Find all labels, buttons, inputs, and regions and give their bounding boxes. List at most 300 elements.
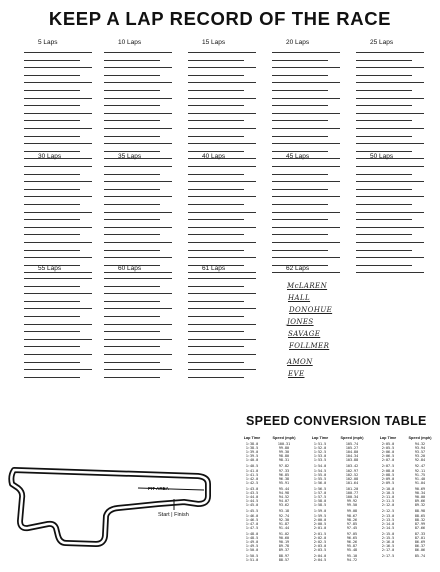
record-line[interactable] <box>356 219 412 220</box>
lap-block <box>356 152 424 280</box>
record-line[interactable] <box>272 242 340 243</box>
speed-cell: 98.26 <box>346 517 358 522</box>
record-line[interactable] <box>24 219 80 220</box>
record-line[interactable] <box>104 189 160 190</box>
table-row <box>236 526 300 530</box>
speed-cell: 97.82 <box>278 464 290 469</box>
lap-time-cell: 2:14.0 <box>381 521 395 526</box>
lap-time-cell: 1:50.0 <box>245 548 259 553</box>
record-line[interactable] <box>356 265 412 266</box>
lap-block <box>24 264 92 384</box>
record-line[interactable] <box>188 90 244 91</box>
speed-cell: 96.85 <box>278 472 290 477</box>
conversion-table-title: SPEED CONVERSION TABLE <box>246 414 427 428</box>
lap-time-cell: 1:58.5 <box>313 503 327 508</box>
lap-time-cell: 1:47.5 <box>245 525 259 530</box>
record-line[interactable] <box>272 60 328 61</box>
speed-cell: 97.33 <box>278 468 290 473</box>
speed-cell: 95.91 <box>278 480 290 485</box>
record-line[interactable] <box>188 234 244 235</box>
record-line[interactable] <box>356 90 412 91</box>
start-finish-label: Start | Finish <box>158 512 189 518</box>
record-line[interactable] <box>104 250 160 251</box>
speed-cell: 87.01 <box>414 535 426 540</box>
record-line[interactable] <box>24 60 80 61</box>
record-line[interactable] <box>272 257 340 258</box>
lap-time-header: Lap Time <box>311 436 329 440</box>
speed-cell: 94.32 <box>414 442 426 446</box>
record-line[interactable] <box>356 113 424 114</box>
record-line[interactable] <box>104 120 160 121</box>
lap-time-cell: 1:43.5 <box>245 491 259 496</box>
record-line[interactable] <box>272 234 328 235</box>
record-line[interactable] <box>188 128 256 129</box>
record-line[interactable] <box>188 212 256 213</box>
lap-block <box>188 152 256 280</box>
record-line[interactable] <box>24 346 80 347</box>
lap-block <box>356 38 424 166</box>
record-line[interactable] <box>272 90 328 91</box>
record-line[interactable] <box>356 136 412 137</box>
record-line[interactable] <box>24 90 80 91</box>
speed-cell: 93.20 <box>414 454 426 459</box>
record-line[interactable] <box>356 250 412 251</box>
lap-time-cell: 1:53.5 <box>313 458 327 463</box>
handwritten-name: FOLLMER <box>289 342 330 350</box>
lap-time-cell: 2:14.5 <box>381 525 395 530</box>
record-line[interactable] <box>104 278 172 279</box>
lap-time-cell: 1:57.5 <box>313 495 327 500</box>
record-line[interactable] <box>272 189 328 190</box>
record-line[interactable] <box>188 250 244 251</box>
table-row <box>304 458 368 462</box>
record-line[interactable] <box>188 219 244 220</box>
record-line[interactable] <box>24 354 92 355</box>
record-line[interactable] <box>356 128 424 129</box>
speed-cell: 94.98 <box>278 491 290 496</box>
record-line[interactable] <box>188 339 256 340</box>
speed-cell: 98.80 <box>278 454 290 459</box>
record-line[interactable] <box>272 82 340 83</box>
record-line[interactable] <box>24 234 80 235</box>
record-line[interactable] <box>104 67 172 68</box>
lap-time-cell: 2:05.5 <box>381 446 395 451</box>
record-line[interactable] <box>24 212 92 213</box>
speed-cell: 91.02 <box>278 531 290 536</box>
handwritten-name: SAVAGE <box>288 330 321 338</box>
record-line[interactable] <box>24 369 92 370</box>
record-line[interactable] <box>104 346 160 347</box>
record-line[interactable] <box>188 316 244 317</box>
lap-time-cell: 1:57.0 <box>313 491 327 496</box>
record-line[interactable] <box>272 98 340 99</box>
speed-cell: 92.30 <box>278 517 290 522</box>
lap-time-cell: 2:09.0 <box>381 476 395 481</box>
record-line[interactable] <box>188 120 244 121</box>
record-line[interactable] <box>104 301 160 302</box>
speed-cell: 104.34 <box>345 454 359 459</box>
speed-cell: 86.06 <box>414 548 426 553</box>
handwritten-name: AMON <box>287 358 313 366</box>
record-line[interactable] <box>356 52 424 53</box>
record-line[interactable] <box>188 82 256 83</box>
table-row <box>304 558 368 562</box>
speed-cell: 93.62 <box>278 503 290 508</box>
lap-time-cell: 2:07.0 <box>381 458 395 463</box>
record-line[interactable] <box>104 369 172 370</box>
table-row <box>372 526 436 530</box>
record-line[interactable] <box>24 105 80 106</box>
record-line[interactable] <box>356 204 412 205</box>
lap-block-label: 62 Laps <box>286 265 310 272</box>
record-line[interactable] <box>188 242 256 243</box>
record-line[interactable] <box>24 98 92 99</box>
record-line[interactable] <box>188 354 256 355</box>
lap-block-label: 20 Laps <box>286 39 310 46</box>
record-line[interactable] <box>188 67 256 68</box>
lap-time-cell: 2:12.0 <box>381 503 395 508</box>
speed-cell: 96.26 <box>346 540 358 545</box>
lap-time-cell: 2:03.5 <box>313 548 327 553</box>
record-line[interactable] <box>272 136 328 137</box>
record-line[interactable] <box>356 60 412 61</box>
record-line[interactable] <box>188 362 244 363</box>
record-line[interactable] <box>24 250 80 251</box>
lap-time-cell: 2:03.0 <box>313 544 327 549</box>
record-line[interactable] <box>356 272 424 273</box>
lap-time-cell: 1:47.0 <box>245 521 259 526</box>
speed-cell: 103.42 <box>345 464 359 469</box>
record-line[interactable] <box>24 257 92 258</box>
record-line[interactable] <box>356 181 424 182</box>
speed-cell: 87.66 <box>414 525 426 530</box>
lap-time-cell: 2:08.5 <box>381 472 395 477</box>
speed-cell: 100.34 <box>345 495 359 500</box>
record-line[interactable] <box>24 242 92 243</box>
speed-cell: 92.47 <box>414 464 426 469</box>
record-line[interactable] <box>356 257 424 258</box>
record-line[interactable] <box>188 204 244 205</box>
speed-cell: 88.98 <box>414 509 426 514</box>
record-line[interactable] <box>104 377 160 378</box>
speed-cell: 91.40 <box>414 476 426 481</box>
lap-time-cell: 1:54.0 <box>313 464 327 469</box>
record-line[interactable] <box>188 52 256 53</box>
record-line[interactable] <box>24 227 92 228</box>
record-line[interactable] <box>188 308 256 309</box>
record-line[interactable] <box>272 105 328 106</box>
table-row <box>372 458 436 462</box>
record-line[interactable] <box>272 166 340 167</box>
record-line[interactable] <box>356 212 424 213</box>
record-line[interactable] <box>104 286 160 287</box>
record-line[interactable] <box>188 143 256 144</box>
record-line[interactable] <box>188 189 244 190</box>
speed-cell: 97.45 <box>346 525 358 530</box>
pit-area-label: PIT AREA <box>148 486 169 491</box>
record-line[interactable] <box>24 204 80 205</box>
speed-cell: 87.33 <box>414 531 426 536</box>
lap-block <box>188 264 256 384</box>
record-line[interactable] <box>356 234 412 235</box>
record-line[interactable] <box>104 60 160 61</box>
record-line[interactable] <box>24 324 92 325</box>
record-line[interactable] <box>104 136 160 137</box>
record-line[interactable] <box>24 136 80 137</box>
lap-time-cell: 1:41.5 <box>245 472 259 477</box>
speed-conversion-table <box>236 436 434 568</box>
record-line[interactable] <box>356 143 424 144</box>
record-line[interactable] <box>272 250 328 251</box>
speed-cell: 102.08 <box>345 476 359 481</box>
record-line[interactable] <box>24 293 92 294</box>
record-line[interactable] <box>104 219 160 220</box>
table-row <box>304 503 368 507</box>
record-line[interactable] <box>272 212 340 213</box>
record-line[interactable] <box>356 174 412 175</box>
record-line[interactable] <box>24 308 92 309</box>
record-line[interactable] <box>188 60 244 61</box>
record-line[interactable] <box>272 52 340 53</box>
record-line[interactable] <box>104 293 172 294</box>
lap-time-cell: 1:51.0 <box>245 558 259 563</box>
lap-time-cell: 2:01.5 <box>313 531 327 536</box>
speed-cell: 94.07 <box>278 499 290 504</box>
record-line[interactable] <box>104 234 160 235</box>
record-line[interactable] <box>24 339 92 340</box>
record-line[interactable] <box>188 293 256 294</box>
lap-time-cell: 1:48.0 <box>245 531 259 536</box>
record-line[interactable] <box>104 128 172 129</box>
record-line[interactable] <box>272 67 340 68</box>
record-line[interactable] <box>104 331 160 332</box>
record-line[interactable] <box>272 181 340 182</box>
speed-cell: 100.77 <box>345 491 359 496</box>
table-row <box>372 554 436 558</box>
speed-cell: 94.52 <box>278 495 290 500</box>
record-line[interactable] <box>272 204 328 205</box>
record-line[interactable] <box>104 324 172 325</box>
lap-time-cell: 2:10.5 <box>381 491 395 496</box>
speed-cell: 85.74 <box>414 554 426 559</box>
record-line[interactable] <box>104 75 160 76</box>
record-line[interactable] <box>356 98 424 99</box>
record-line[interactable] <box>24 166 92 167</box>
table-row <box>236 481 300 485</box>
lap-time-cell: 1:38.5 <box>245 446 259 451</box>
record-line[interactable] <box>24 120 80 121</box>
lap-block-label: 45 Laps <box>286 153 310 160</box>
record-line[interactable] <box>104 174 160 175</box>
record-line[interactable] <box>24 301 80 302</box>
record-line[interactable] <box>104 166 172 167</box>
lap-time-cell: 1:49.5 <box>245 544 259 549</box>
lap-block <box>272 38 340 166</box>
record-line[interactable] <box>188 113 256 114</box>
record-line[interactable] <box>188 346 244 347</box>
lap-time-cell: 1:59.5 <box>313 513 327 518</box>
record-line[interactable] <box>188 257 256 258</box>
record-line[interactable] <box>356 166 424 167</box>
record-line[interactable] <box>24 181 92 182</box>
record-line[interactable] <box>272 174 328 175</box>
record-line[interactable] <box>272 128 340 129</box>
speed-cell: 92.84 <box>414 458 426 463</box>
record-line[interactable] <box>188 278 256 279</box>
record-line[interactable] <box>104 98 172 99</box>
record-line[interactable] <box>24 196 92 197</box>
speed-cell: 86.37 <box>414 544 426 549</box>
lap-block <box>104 264 172 384</box>
record-line[interactable] <box>24 278 92 279</box>
record-line[interactable] <box>104 204 160 205</box>
speed-cell: 99.30 <box>278 450 290 455</box>
record-line[interactable] <box>188 196 256 197</box>
record-line[interactable] <box>104 308 172 309</box>
record-line[interactable] <box>24 75 80 76</box>
lap-block <box>188 38 256 166</box>
record-line[interactable] <box>272 113 340 114</box>
record-line[interactable] <box>188 181 256 182</box>
record-line[interactable] <box>24 316 80 317</box>
speed-cell: 98.31 <box>278 458 290 463</box>
lap-time-cell: 1:53.0 <box>313 454 327 459</box>
record-line[interactable] <box>104 90 160 91</box>
speed-cell: 93.18 <box>278 509 290 514</box>
record-line[interactable] <box>24 286 80 287</box>
table-row <box>304 481 368 485</box>
speed-cell: 92.74 <box>278 513 290 518</box>
record-line[interactable] <box>104 82 172 83</box>
record-line[interactable] <box>104 316 160 317</box>
record-line[interactable] <box>104 242 172 243</box>
record-line[interactable] <box>188 166 256 167</box>
speed-cell: 86.69 <box>414 540 426 545</box>
record-line[interactable] <box>356 105 412 106</box>
speed-cell: 95.44 <box>278 486 290 491</box>
lap-time-cell: 2:15.5 <box>381 535 395 540</box>
lap-time-cell: 2:11.5 <box>381 499 395 504</box>
table-row <box>304 526 368 530</box>
lap-time-cell: 1:52.5 <box>313 450 327 455</box>
speed-cell: 89.32 <box>414 503 426 508</box>
record-line[interactable] <box>272 75 328 76</box>
record-line[interactable] <box>188 286 244 287</box>
record-line[interactable] <box>356 82 424 83</box>
record-line[interactable] <box>104 196 172 197</box>
record-line[interactable] <box>272 120 328 121</box>
record-line[interactable] <box>104 143 172 144</box>
record-line[interactable] <box>188 174 244 175</box>
record-line[interactable] <box>188 324 256 325</box>
record-line[interactable] <box>272 196 340 197</box>
record-line[interactable] <box>104 227 172 228</box>
record-line[interactable] <box>272 143 340 144</box>
lap-time-cell: 1:55.0 <box>313 472 327 477</box>
speed-cell: 96.65 <box>346 535 358 540</box>
speed-cell: 105.74 <box>345 442 359 446</box>
record-line[interactable] <box>356 75 412 76</box>
lap-time-cell: 2:16.5 <box>381 544 395 549</box>
record-line[interactable] <box>356 242 424 243</box>
speed-header: Speed (mph) <box>272 436 296 440</box>
record-line[interactable] <box>24 67 92 68</box>
record-line[interactable] <box>104 354 172 355</box>
record-line[interactable] <box>24 113 92 114</box>
lap-time-cell: 2:04.0 <box>313 554 327 559</box>
record-line[interactable] <box>188 369 256 370</box>
lap-time-cell: 1:38.0 <box>245 442 259 446</box>
record-line[interactable] <box>104 105 160 106</box>
lap-time-cell: 2:16.0 <box>381 540 395 545</box>
record-line[interactable] <box>188 136 244 137</box>
table-row <box>304 548 368 552</box>
lap-time-cell: 1:39.0 <box>245 450 259 455</box>
record-line[interactable] <box>188 75 244 76</box>
speed-cell: 88.65 <box>414 513 426 518</box>
speed-cell: 96.38 <box>278 476 290 481</box>
table-row <box>236 558 300 562</box>
conversion-column <box>372 436 436 558</box>
speed-cell: 89.78 <box>278 544 290 549</box>
record-line[interactable] <box>24 189 80 190</box>
lap-block-label: 5 Laps <box>38 39 58 46</box>
lap-time-cell: 2:04.5 <box>313 558 327 563</box>
lap-block <box>104 38 172 166</box>
record-line[interactable] <box>24 128 92 129</box>
record-line[interactable] <box>24 377 80 378</box>
lap-block-label: 60 Laps <box>118 265 142 272</box>
record-line[interactable] <box>188 98 256 99</box>
speed-cell: 91.87 <box>278 521 290 526</box>
speed-cell: 99.92 <box>346 499 358 504</box>
record-line[interactable] <box>24 174 80 175</box>
record-line[interactable] <box>272 227 340 228</box>
speed-cell: 91.44 <box>278 525 290 530</box>
record-line[interactable] <box>356 67 424 68</box>
record-line[interactable] <box>356 189 412 190</box>
record-line[interactable] <box>24 82 92 83</box>
record-line[interactable] <box>188 331 244 332</box>
record-line[interactable] <box>104 113 172 114</box>
record-line[interactable] <box>24 362 80 363</box>
record-line[interactable] <box>104 212 172 213</box>
speed-cell: 88.57 <box>278 558 290 563</box>
record-line[interactable] <box>188 377 244 378</box>
lap-time-cell: 1:45.0 <box>245 503 259 508</box>
speed-cell: 101.20 <box>345 486 359 491</box>
record-line[interactable] <box>104 181 172 182</box>
record-line[interactable] <box>24 331 80 332</box>
record-line[interactable] <box>356 227 424 228</box>
record-line[interactable] <box>104 52 172 53</box>
speed-cell: 97.85 <box>346 521 358 526</box>
record-line[interactable] <box>24 143 92 144</box>
record-line[interactable] <box>188 227 256 228</box>
record-line[interactable] <box>272 219 328 220</box>
record-line[interactable] <box>24 52 92 53</box>
record-line[interactable] <box>188 301 244 302</box>
record-line[interactable] <box>188 105 244 106</box>
record-line[interactable] <box>104 339 172 340</box>
lap-time-cell: 1:59.0 <box>313 509 327 514</box>
record-line[interactable] <box>104 362 160 363</box>
record-line[interactable] <box>356 120 412 121</box>
speed-cell: 91.75 <box>414 472 426 477</box>
record-line[interactable] <box>356 196 424 197</box>
speed-cell: 93.94 <box>414 446 426 451</box>
record-line[interactable] <box>104 257 172 258</box>
